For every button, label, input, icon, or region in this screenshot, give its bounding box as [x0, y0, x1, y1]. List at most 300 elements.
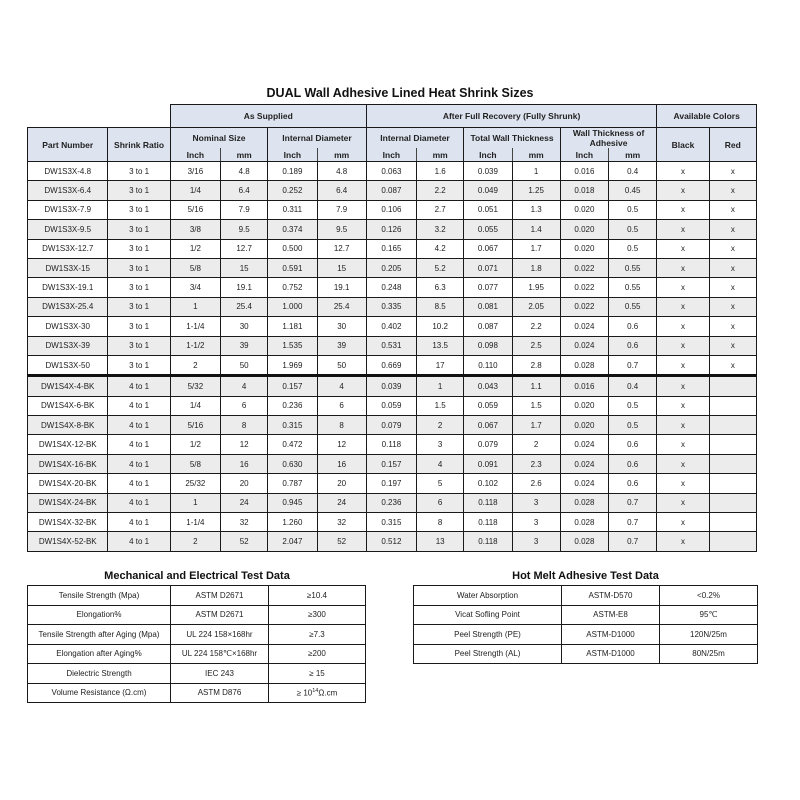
cell-id-recovered-mm: 8 — [417, 513, 464, 532]
cell-part-number: DW1S4X-52-BK — [28, 532, 108, 551]
cell-part-number: DW1S4X-20-BK — [28, 474, 108, 493]
cell-color-black: x — [657, 317, 709, 336]
cell-wall-mm: 2.2 — [512, 317, 560, 336]
cell-id-recovered-inch: 0.087 — [366, 181, 416, 200]
cell-adhesive-mm: 0.6 — [609, 454, 657, 473]
cell-adhesive-inch: 0.024 — [560, 454, 608, 473]
cell-nominal-mm: 50 — [221, 355, 268, 375]
table-row — [28, 181, 757, 200]
cell-color-black: x — [657, 513, 709, 532]
cell-id-supplied-mm: 7.9 — [317, 200, 366, 219]
table-row — [28, 317, 757, 336]
cell-id-supplied-mm: 39 — [317, 336, 366, 355]
cell-value: <0.2% — [660, 586, 758, 606]
table-row — [28, 396, 757, 415]
cell-color-black: x — [657, 258, 709, 277]
page-title: DUAL Wall Adhesive Lined Heat Shrink Sizes — [266, 86, 534, 100]
cell-id-recovered-inch: 0.197 — [366, 474, 416, 493]
cell-id-recovered-mm: 17 — [417, 355, 464, 375]
table-row — [28, 416, 757, 435]
cell-color-red — [709, 513, 756, 532]
cell-shrink-ratio: 3 to 1 — [108, 278, 170, 297]
cell-test-method: ASTM-D570 — [562, 586, 660, 606]
cell-nominal-mm: 7.9 — [221, 200, 268, 219]
cell-adhesive-inch: 0.024 — [560, 474, 608, 493]
col-wall-thickness-adhesive: Wall Thickness of Adhesive — [560, 128, 657, 149]
cell-wall-mm: 1.7 — [512, 416, 560, 435]
cell-adhesive-inch: 0.024 — [560, 435, 608, 454]
cell-nominal-mm: 6 — [221, 396, 268, 415]
cell-test-method: ASTM-D1000 — [562, 625, 660, 645]
cell-adhesive-inch: 0.022 — [560, 297, 608, 316]
cell-wall-inch: 0.067 — [464, 416, 512, 435]
col-red: Red — [709, 128, 756, 162]
value-suffix: Ω.cm — [318, 688, 338, 698]
cell-nominal-mm: 19.1 — [221, 278, 268, 297]
cell-part-number: DW1S3X-7.9 — [28, 200, 108, 219]
cell-nominal-inch: 3/16 — [170, 162, 220, 181]
cell-id-supplied-mm: 12.7 — [317, 239, 366, 258]
band-after-recovery: After Full Recovery (Fully Shrunk) — [366, 105, 657, 128]
cell-nominal-inch: 3/8 — [170, 220, 220, 239]
cell-color-black: x — [657, 454, 709, 473]
cell-wall-mm: 2.3 — [512, 454, 560, 473]
value-exponent: 14 — [312, 687, 319, 694]
cell-wall-mm: 2.8 — [512, 355, 560, 375]
cell-id-supplied-mm: 32 — [317, 513, 366, 532]
cell-id-supplied-mm: 16 — [317, 454, 366, 473]
cell-nominal-inch: 2 — [170, 355, 220, 375]
cell-adhesive-inch: 0.024 — [560, 336, 608, 355]
cell-nominal-mm: 9.5 — [221, 220, 268, 239]
sizes-table — [27, 104, 757, 552]
cell-id-supplied-inch: 0.945 — [268, 493, 317, 512]
cell-nominal-inch: 5/16 — [170, 200, 220, 219]
cell-id-recovered-inch: 0.236 — [366, 493, 416, 512]
cell-color-red: x — [709, 239, 756, 258]
cell-id-supplied-mm: 25.4 — [317, 297, 366, 316]
cell-adhesive-inch: 0.020 — [560, 220, 608, 239]
col-nominal-size: Nominal Size — [170, 128, 268, 149]
cell-adhesive-mm: 0.7 — [609, 493, 657, 512]
cell-id-supplied-inch: 1.000 — [268, 297, 317, 316]
cell-adhesive-inch: 0.020 — [560, 239, 608, 258]
col-internal-diameter-recovered: Internal Diameter — [366, 128, 464, 149]
cell-color-red: x — [709, 297, 756, 316]
cell-id-recovered-mm: 8.5 — [417, 297, 464, 316]
cell-wall-mm: 2.5 — [512, 336, 560, 355]
cell-nominal-inch: 5/16 — [170, 416, 220, 435]
unit-inch: Inch — [464, 148, 512, 162]
cell-adhesive-inch: 0.018 — [560, 181, 608, 200]
cell-id-supplied-inch: 1.969 — [268, 355, 317, 375]
cell-wall-inch: 0.055 — [464, 220, 512, 239]
cell-color-red: x — [709, 355, 756, 375]
cell-id-supplied-inch: 0.315 — [268, 416, 317, 435]
cell-id-recovered-inch: 0.315 — [366, 513, 416, 532]
cell-color-red: x — [709, 317, 756, 336]
cell-shrink-ratio: 4 to 1 — [108, 454, 170, 473]
cell-id-recovered-inch: 0.157 — [366, 454, 416, 473]
cell-id-supplied-inch: 0.787 — [268, 474, 317, 493]
cell-adhesive-mm: 0.55 — [609, 278, 657, 297]
cell-shrink-ratio: 4 to 1 — [108, 513, 170, 532]
cell-value: ≥7.3 — [269, 625, 366, 645]
unit-mm: mm — [609, 148, 657, 162]
cell-id-recovered-inch: 0.106 — [366, 200, 416, 219]
cell-id-supplied-inch: 0.591 — [268, 258, 317, 277]
cell-id-supplied-inch: 0.472 — [268, 435, 317, 454]
cell-wall-inch: 0.110 — [464, 355, 512, 375]
cell-color-black: x — [657, 162, 709, 181]
cell-wall-inch: 0.087 — [464, 317, 512, 336]
cell-part-number: DW1S4X-4-BK — [28, 376, 108, 396]
cell-id-supplied-inch: 0.630 — [268, 454, 317, 473]
cell-color-red: x — [709, 200, 756, 219]
spec-row — [28, 586, 366, 606]
cell-color-red — [709, 454, 756, 473]
cell-nominal-inch: 5/8 — [170, 454, 220, 473]
cell-nominal-mm: 4.8 — [221, 162, 268, 181]
cell-nominal-mm: 24 — [221, 493, 268, 512]
cell-part-number: DW1S3X-12.7 — [28, 239, 108, 258]
cell-color-black: x — [657, 435, 709, 454]
spec-row — [414, 625, 758, 645]
cell-adhesive-mm: 0.55 — [609, 297, 657, 316]
cell-nominal-mm: 32 — [221, 513, 268, 532]
cell-wall-mm: 2 — [512, 435, 560, 454]
cell-wall-inch: 0.049 — [464, 181, 512, 200]
cell-id-supplied-mm: 30 — [317, 317, 366, 336]
cell-nominal-mm: 15 — [221, 258, 268, 277]
cell-id-recovered-inch: 0.531 — [366, 336, 416, 355]
cell-id-recovered-mm: 10.2 — [417, 317, 464, 336]
cell-id-supplied-inch: 0.752 — [268, 278, 317, 297]
cell-id-recovered-mm: 5 — [417, 474, 464, 493]
cell-adhesive-mm: 0.5 — [609, 220, 657, 239]
cell-test-method: UL 224 158×168hr — [171, 625, 269, 645]
cell-color-red — [709, 376, 756, 396]
cell-adhesive-inch: 0.028 — [560, 355, 608, 375]
cell-nominal-inch: 1-1/2 — [170, 336, 220, 355]
cell-part-number: DW1S3X-50 — [28, 355, 108, 375]
cell-part-number: DW1S3X-25.4 — [28, 297, 108, 316]
cell-adhesive-inch: 0.022 — [560, 278, 608, 297]
cell-nominal-mm: 20 — [221, 474, 268, 493]
cell-shrink-ratio: 3 to 1 — [108, 220, 170, 239]
cell-color-red: x — [709, 162, 756, 181]
cell-value: ≥ 15 — [269, 664, 366, 684]
cell-adhesive-inch: 0.028 — [560, 532, 608, 551]
cell-id-supplied-mm: 4.8 — [317, 162, 366, 181]
cell-value: ≥10.4 — [269, 586, 366, 606]
cell-wall-inch: 0.059 — [464, 396, 512, 415]
cell-color-black: x — [657, 474, 709, 493]
cell-adhesive-mm: 0.55 — [609, 258, 657, 277]
cell-color-red — [709, 474, 756, 493]
cell-shrink-ratio: 4 to 1 — [108, 396, 170, 415]
cell-adhesive-mm: 0.6 — [609, 336, 657, 355]
cell-nominal-inch: 1-1/4 — [170, 317, 220, 336]
cell-id-supplied-inch: 1.260 — [268, 513, 317, 532]
cell-color-black: x — [657, 416, 709, 435]
col-internal-diameter-supplied: Internal Diameter — [268, 128, 367, 149]
cell-color-red: x — [709, 278, 756, 297]
cell-color-black: x — [657, 278, 709, 297]
cell-property: Water Absorption — [414, 586, 562, 606]
cell-color-black: x — [657, 336, 709, 355]
cell-wall-inch: 0.098 — [464, 336, 512, 355]
cell-wall-mm: 1.4 — [512, 220, 560, 239]
table-row — [28, 200, 757, 219]
cell-adhesive-inch: 0.020 — [560, 200, 608, 219]
table-row — [28, 493, 757, 512]
cell-id-supplied-mm: 6 — [317, 396, 366, 415]
hot-melt-title: Hot Melt Adhesive Test Data — [512, 570, 659, 582]
band-as-supplied: As Supplied — [170, 105, 366, 128]
cell-color-black: x — [657, 239, 709, 258]
cell-shrink-ratio: 3 to 1 — [108, 162, 170, 181]
cell-wall-mm: 3 — [512, 532, 560, 551]
cell-property: Elongation% — [28, 605, 171, 625]
cell-wall-inch: 0.091 — [464, 454, 512, 473]
cell-color-black: x — [657, 220, 709, 239]
cell-id-recovered-mm: 3.2 — [417, 220, 464, 239]
spec-row — [414, 605, 758, 625]
cell-id-recovered-inch: 0.079 — [366, 416, 416, 435]
cell-part-number: DW1S4X-8-BK — [28, 416, 108, 435]
cell-id-recovered-inch: 0.165 — [366, 239, 416, 258]
cell-id-supplied-inch: 1.535 — [268, 336, 317, 355]
cell-property: Peel Strength (PE) — [414, 625, 562, 645]
cell-id-recovered-inch: 0.402 — [366, 317, 416, 336]
cell-id-supplied-mm: 12 — [317, 435, 366, 454]
cell-adhesive-mm: 0.6 — [609, 435, 657, 454]
cell-test-method: ASTM-E8 — [562, 605, 660, 625]
cell-part-number: DW1S3X-6.4 — [28, 181, 108, 200]
cell-id-recovered-inch: 0.512 — [366, 532, 416, 551]
cell-adhesive-mm: 0.45 — [609, 181, 657, 200]
cell-id-supplied-inch: 0.311 — [268, 200, 317, 219]
mechanical-table — [27, 585, 366, 703]
cell-color-red — [709, 493, 756, 512]
cell-nominal-mm: 12 — [221, 435, 268, 454]
cell-value: ≥200 — [269, 644, 366, 664]
spec-row — [28, 644, 366, 664]
cell-shrink-ratio: 3 to 1 — [108, 239, 170, 258]
cell-wall-mm: 3 — [512, 493, 560, 512]
cell-test-method: IEC 243 — [171, 664, 269, 684]
cell-id-recovered-mm: 13.5 — [417, 336, 464, 355]
cell-test-method: ASTM D876 — [171, 683, 269, 703]
cell-nominal-inch: 5/32 — [170, 376, 220, 396]
cell-nominal-mm: 6.4 — [221, 181, 268, 200]
cell-wall-inch: 0.118 — [464, 513, 512, 532]
unit-inch: Inch — [170, 148, 220, 162]
unit-mm: mm — [512, 148, 560, 162]
table-row — [28, 532, 757, 551]
cell-wall-inch: 0.077 — [464, 278, 512, 297]
cell-part-number: DW1S3X-39 — [28, 336, 108, 355]
cell-id-supplied-inch: 0.374 — [268, 220, 317, 239]
cell-id-supplied-inch: 0.252 — [268, 181, 317, 200]
unit-inch: Inch — [560, 148, 608, 162]
cell-nominal-mm: 8 — [221, 416, 268, 435]
cell-id-supplied-inch: 0.189 — [268, 162, 317, 181]
cell-id-supplied-mm: 15 — [317, 258, 366, 277]
cell-color-black: x — [657, 532, 709, 551]
cell-adhesive-mm: 0.7 — [609, 513, 657, 532]
cell-color-black: x — [657, 181, 709, 200]
cell-id-recovered-mm: 1.6 — [417, 162, 464, 181]
cell-adhesive-mm: 0.7 — [609, 355, 657, 375]
table-row — [28, 513, 757, 532]
cell-shrink-ratio: 4 to 1 — [108, 376, 170, 396]
cell-test-method: ASTM D2671 — [171, 605, 269, 625]
unit-inch: Inch — [366, 148, 416, 162]
cell-color-red: x — [709, 336, 756, 355]
cell-shrink-ratio: 3 to 1 — [108, 355, 170, 375]
cell-id-recovered-inch: 0.335 — [366, 297, 416, 316]
cell-adhesive-mm: 0.6 — [609, 317, 657, 336]
cell-color-red: x — [709, 220, 756, 239]
cell-adhesive-mm: 0.4 — [609, 376, 657, 396]
spec-row — [28, 625, 366, 645]
unit-mm: mm — [417, 148, 464, 162]
cell-adhesive-mm: 0.7 — [609, 532, 657, 551]
table-row — [28, 239, 757, 258]
cell-id-supplied-mm: 20 — [317, 474, 366, 493]
table-row — [28, 278, 757, 297]
cell-id-supplied-mm: 8 — [317, 416, 366, 435]
cell-adhesive-mm: 0.5 — [609, 239, 657, 258]
cell-shrink-ratio: 4 to 1 — [108, 435, 170, 454]
cell-id-supplied-mm: 6.4 — [317, 181, 366, 200]
unit-mm: mm — [221, 148, 268, 162]
cell-wall-mm: 3 — [512, 513, 560, 532]
cell-color-black: x — [657, 396, 709, 415]
cell-color-red: x — [709, 258, 756, 277]
cell-id-recovered-mm: 1.5 — [417, 396, 464, 415]
cell-color-red — [709, 435, 756, 454]
cell-property: Volume Resistance (Ω.cm) — [28, 683, 171, 703]
cell-wall-mm: 1.5 — [512, 396, 560, 415]
col-part-number: Part Number — [28, 128, 108, 162]
hot-melt-table — [413, 585, 758, 664]
cell-wall-mm: 1.25 — [512, 181, 560, 200]
cell-adhesive-mm: 0.5 — [609, 200, 657, 219]
cell-id-recovered-mm: 2.7 — [417, 200, 464, 219]
unit-inch: Inch — [268, 148, 317, 162]
table-row — [28, 355, 757, 375]
cell-id-recovered-inch: 0.248 — [366, 278, 416, 297]
cell-part-number: DW1S4X-32-BK — [28, 513, 108, 532]
cell-wall-inch: 0.079 — [464, 435, 512, 454]
cell-nominal-mm: 25.4 — [221, 297, 268, 316]
cell-wall-mm: 1.3 — [512, 200, 560, 219]
cell-wall-inch: 0.071 — [464, 258, 512, 277]
cell-wall-mm: 2.05 — [512, 297, 560, 316]
cell-id-recovered-inch: 0.039 — [366, 376, 416, 396]
cell-wall-inch: 0.039 — [464, 162, 512, 181]
cell-id-supplied-inch: 1.181 — [268, 317, 317, 336]
cell-id-recovered-inch: 0.205 — [366, 258, 416, 277]
table-row — [28, 454, 757, 473]
cell-shrink-ratio: 3 to 1 — [108, 317, 170, 336]
col-shrink-ratio: Shrink Ratio — [108, 128, 170, 162]
cell-id-recovered-mm: 4 — [417, 454, 464, 473]
col-total-wall-thickness: Total Wall Thickness — [464, 128, 561, 149]
cell-property: Tensile Strength after Aging (Mpa) — [28, 625, 171, 645]
header-blank — [28, 105, 171, 128]
cell-nominal-inch: 1/4 — [170, 396, 220, 415]
cell-adhesive-mm: 0.5 — [609, 416, 657, 435]
hot-melt-table-body — [414, 586, 758, 664]
cell-adhesive-inch: 0.028 — [560, 493, 608, 512]
cell-nominal-inch: 2 — [170, 532, 220, 551]
table-row — [28, 435, 757, 454]
unit-mm: mm — [317, 148, 366, 162]
cell-adhesive-inch: 0.016 — [560, 376, 608, 396]
cell-nominal-mm: 12.7 — [221, 239, 268, 258]
cell-part-number: DW1S4X-12-BK — [28, 435, 108, 454]
cell-nominal-inch: 1 — [170, 493, 220, 512]
cell-color-black: x — [657, 355, 709, 375]
cell-value: 120N/25m — [660, 625, 758, 645]
cell-property: Tensile Strength (Mpa) — [28, 586, 171, 606]
table-row — [28, 376, 757, 396]
table-row — [28, 162, 757, 181]
cell-shrink-ratio: 3 to 1 — [108, 336, 170, 355]
cell-color-red: x — [709, 181, 756, 200]
cell-color-red — [709, 532, 756, 551]
cell-wall-mm: 1.8 — [512, 258, 560, 277]
spec-row — [28, 664, 366, 684]
cell-id-recovered-mm: 2 — [417, 416, 464, 435]
cell-id-recovered-inch: 0.063 — [366, 162, 416, 181]
cell-nominal-inch: 1/2 — [170, 239, 220, 258]
cell-id-supplied-inch: 0.236 — [268, 396, 317, 415]
cell-nominal-inch: 1/2 — [170, 435, 220, 454]
cell-test-method: ASTM-D1000 — [562, 644, 660, 664]
cell-color-red — [709, 396, 756, 415]
cell-adhesive-inch: 0.028 — [560, 513, 608, 532]
cell-property: Elongation after Aging% — [28, 644, 171, 664]
cell-shrink-ratio: 4 to 1 — [108, 474, 170, 493]
cell-wall-inch: 0.118 — [464, 532, 512, 551]
cell-nominal-inch: 1 — [170, 297, 220, 316]
cell-id-recovered-mm: 13 — [417, 532, 464, 551]
cell-id-supplied-inch: 0.500 — [268, 239, 317, 258]
cell-wall-mm: 1.7 — [512, 239, 560, 258]
cell-nominal-inch: 25/32 — [170, 474, 220, 493]
cell-shrink-ratio: 3 to 1 — [108, 200, 170, 219]
cell-adhesive-mm: 0.5 — [609, 396, 657, 415]
cell-nominal-mm: 30 — [221, 317, 268, 336]
cell-id-recovered-mm: 6.3 — [417, 278, 464, 297]
spec-row — [28, 683, 366, 703]
cell-value — [269, 683, 366, 703]
cell-part-number: DW1S3X-19.1 — [28, 278, 108, 297]
cell-id-recovered-inch: 0.118 — [366, 435, 416, 454]
cell-id-recovered-inch: 0.126 — [366, 220, 416, 239]
cell-wall-mm: 2.6 — [512, 474, 560, 493]
cell-adhesive-inch: 0.024 — [560, 317, 608, 336]
cell-part-number: DW1S4X-16-BK — [28, 454, 108, 473]
spec-row — [414, 586, 758, 606]
cell-value: 95℃ — [660, 605, 758, 625]
cell-adhesive-mm: 0.4 — [609, 162, 657, 181]
